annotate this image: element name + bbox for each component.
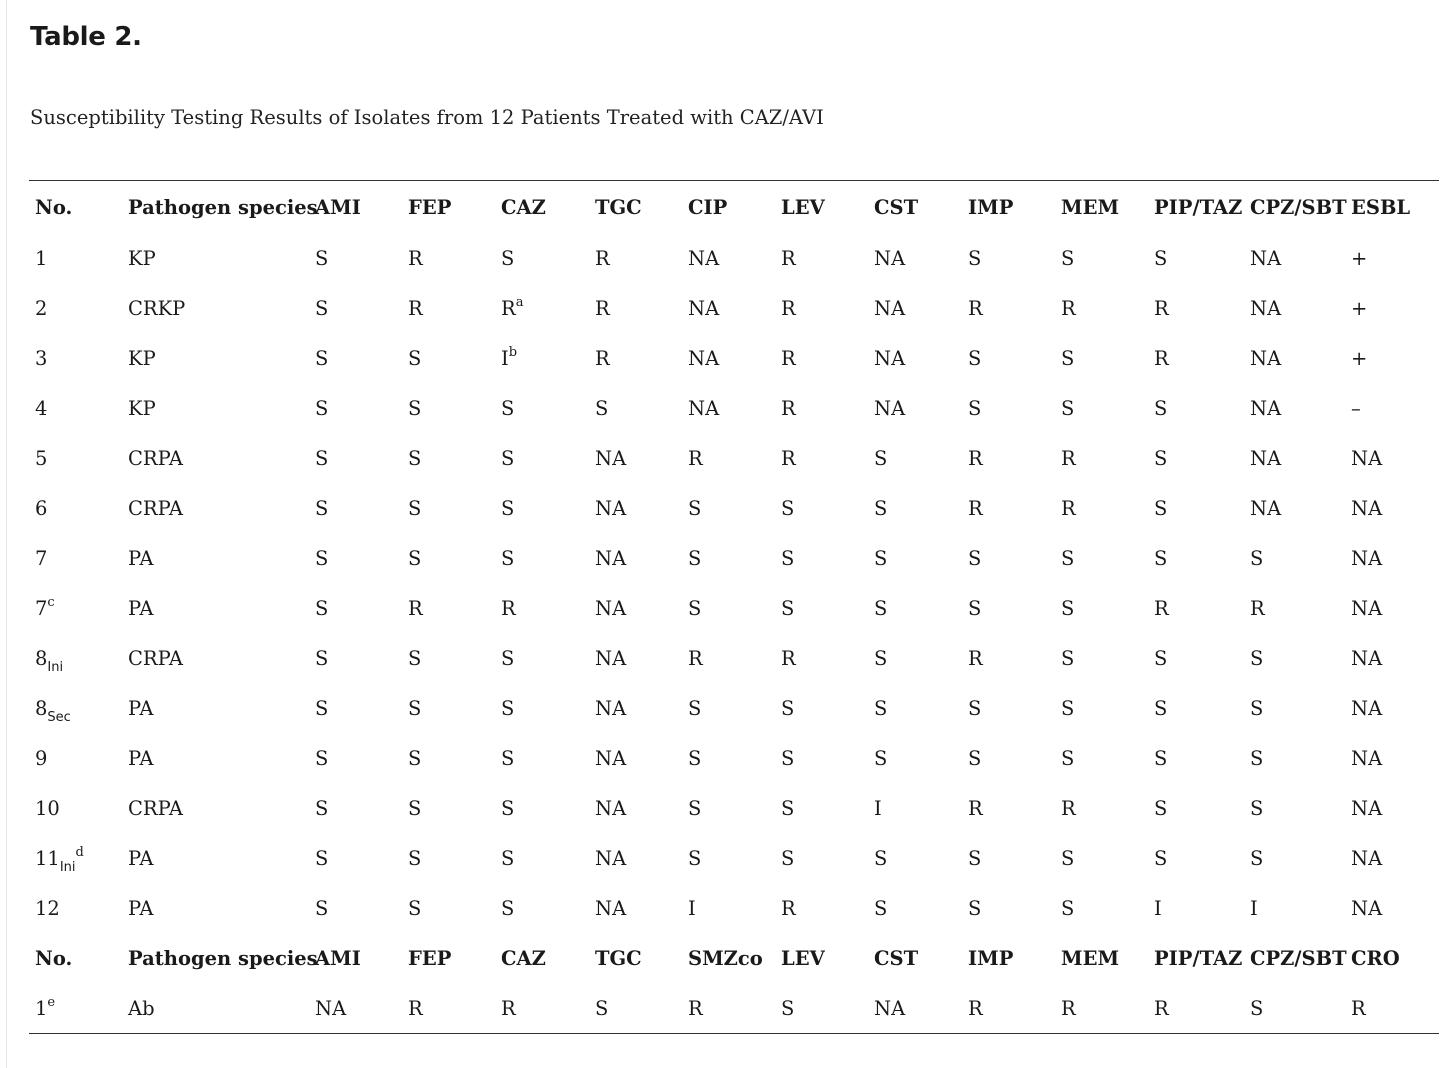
cell-cst: NA <box>874 296 906 320</box>
cell-ami: S <box>315 846 329 870</box>
column-header: PIP/TAZ <box>1154 946 1243 970</box>
cell-pip-taz: S <box>1154 796 1168 820</box>
cell-ami: S <box>315 396 329 420</box>
cell-esbl: NA <box>1351 896 1383 920</box>
cell-ami: S <box>315 896 329 920</box>
cell-pip-taz: S <box>1154 446 1168 470</box>
cell-cpz-sbt: NA <box>1250 346 1282 370</box>
caz-footnote: b <box>508 344 518 360</box>
cell-caz <box>495 833 589 883</box>
caz-footnote: a <box>515 294 524 310</box>
cell-lev: S <box>781 796 795 820</box>
cell-esbl: + <box>1351 246 1368 270</box>
row-number: 2 <box>35 296 48 320</box>
cell-species: PA <box>128 846 154 870</box>
cell-cst: S <box>874 746 888 770</box>
caz-value: S <box>501 846 515 870</box>
cell-species: CRPA <box>128 446 184 470</box>
cell-imp: R <box>968 996 983 1020</box>
cell-no <box>29 483 122 533</box>
table-row <box>29 433 1439 483</box>
table-row <box>29 733 1439 783</box>
caz-value: S <box>501 496 515 520</box>
row-number-subscript: Sec <box>47 709 71 725</box>
caz-value: R <box>501 596 516 620</box>
cell-ami: S <box>315 446 329 470</box>
row-number: 9 <box>35 746 48 770</box>
cell-fep: S <box>408 746 422 770</box>
cell-fep: S <box>408 496 422 520</box>
cell-pip-taz: R <box>1154 346 1169 370</box>
cell-cip: NA <box>688 346 720 370</box>
caz-value: S <box>501 646 515 670</box>
cell-ami: S <box>315 346 329 370</box>
cell-lev: R <box>781 396 796 420</box>
column-header: IMP <box>968 195 1014 219</box>
caz-value: S <box>501 896 515 920</box>
cell-cip: NA <box>688 396 720 420</box>
cell-ami: S <box>315 296 329 320</box>
column-header: PIP/TAZ <box>1154 195 1243 219</box>
cell-species: Ab <box>128 996 155 1020</box>
column-header: AMI <box>315 946 361 970</box>
cell-ami: S <box>315 696 329 720</box>
cell-species: PA <box>128 696 154 720</box>
cell-lev: S <box>781 546 795 570</box>
cell-cst: NA <box>874 246 906 270</box>
cell-cst: NA <box>874 996 906 1020</box>
cell-no <box>29 383 122 433</box>
cell-cpz-sbt: NA <box>1250 446 1282 470</box>
cell-species: PA <box>128 596 154 620</box>
cell-pip-taz: I <box>1154 896 1162 920</box>
cell-species: CRPA <box>128 796 184 820</box>
cell-no <box>29 683 122 733</box>
cell-caz <box>495 583 589 633</box>
cell-esbl: NA <box>1351 746 1383 770</box>
cell-fep: S <box>408 346 422 370</box>
cell-cip: S <box>688 746 702 770</box>
cell-tgc: NA <box>595 546 627 570</box>
cell-mem: S <box>1061 846 1075 870</box>
cell-mem: S <box>1061 346 1075 370</box>
column-header: CPZ/SBT <box>1250 195 1347 219</box>
cell-no <box>29 883 122 933</box>
column-header: FEP <box>408 946 452 970</box>
row-number: 3 <box>35 346 48 370</box>
cell-imp: S <box>968 696 982 720</box>
cell-imp: S <box>968 846 982 870</box>
cell-species: PA <box>128 546 154 570</box>
cell-tgc: R <box>595 346 610 370</box>
row-number: 4 <box>35 396 48 420</box>
cell-mem: S <box>1061 646 1075 670</box>
cell-cip: R <box>688 646 703 670</box>
cell-tgc: NA <box>595 496 627 520</box>
column-header: CAZ <box>501 195 546 219</box>
cell-imp: S <box>968 596 982 620</box>
cell-lev: R <box>781 446 796 470</box>
column-header: FEP <box>408 195 452 219</box>
cell-no: 1e <box>35 994 56 1020</box>
column-header: ESBL <box>1351 195 1411 219</box>
cell-ami: S <box>315 546 329 570</box>
cell-mem: S <box>1061 746 1075 770</box>
cell-cpz-sbt: S <box>1250 746 1264 770</box>
column-header: MEM <box>1061 946 1120 970</box>
cell-species: PA <box>128 896 154 920</box>
cell-lev: S <box>781 996 795 1020</box>
row-number: 7 <box>35 546 48 570</box>
column-header: Pathogen species <box>128 195 318 219</box>
row-number-subscript: Ini <box>47 659 64 675</box>
cell-mem: S <box>1061 396 1075 420</box>
caz-value: S <box>501 746 515 770</box>
cell-pip-taz: S <box>1154 696 1168 720</box>
cell-species: KP <box>128 396 156 420</box>
row-number: 5 <box>35 446 48 470</box>
cell-fep: S <box>408 396 422 420</box>
column-header: SMZco <box>688 946 763 970</box>
cell-caz <box>495 883 589 933</box>
cell-imp: R <box>968 496 983 520</box>
table-row <box>29 533 1439 583</box>
caz-value: S <box>501 446 515 470</box>
row-number: 10 <box>35 796 60 820</box>
cell-fep: S <box>408 546 422 570</box>
cell-pip-taz: S <box>1154 246 1168 270</box>
cell-species: KP <box>128 246 156 270</box>
cell-imp: R <box>968 446 983 470</box>
cell-caz <box>495 483 589 533</box>
caz-value: S <box>501 796 515 820</box>
cell-tgc: R <box>595 246 610 270</box>
caz-value: S <box>501 396 515 420</box>
cell-pip-taz: R <box>1154 296 1169 320</box>
cell-lev: R <box>781 296 796 320</box>
caz-value: R <box>501 296 516 320</box>
cell-cip: S <box>688 546 702 570</box>
cell-ami: NA <box>315 996 347 1020</box>
cell-cip: NA <box>688 296 720 320</box>
cell-ami: S <box>315 646 329 670</box>
column-header: LEV <box>781 946 825 970</box>
cell-cst: S <box>874 546 888 570</box>
cell-no <box>29 783 122 833</box>
cell-fep: S <box>408 796 422 820</box>
row-number-subscript: Ini <box>59 859 76 875</box>
table-row <box>29 833 1439 883</box>
cell-tgc: NA <box>595 446 627 470</box>
cell-lev: R <box>781 646 796 670</box>
row-number: 8 <box>35 646 48 670</box>
table-body <box>29 233 1439 1034</box>
cell-no <box>29 733 122 783</box>
cell-mem: S <box>1061 596 1075 620</box>
cell-fep: R <box>408 596 423 620</box>
row-number-footnote: d <box>75 844 84 860</box>
cell-lev: R <box>781 896 796 920</box>
cell-imp: S <box>968 246 982 270</box>
cell-esbl: + <box>1351 346 1368 370</box>
cell-lev: R <box>781 246 796 270</box>
caz-value: S <box>501 246 515 270</box>
cell-cip: S <box>688 796 702 820</box>
cell-cst: S <box>874 896 888 920</box>
column-header: CAZ <box>501 946 546 970</box>
cell-mem: S <box>1061 246 1075 270</box>
cell-fep: S <box>408 696 422 720</box>
cell-caz: R <box>501 996 516 1020</box>
cell-cip: S <box>688 596 702 620</box>
column-header: CST <box>874 946 919 970</box>
cell-cpz-sbt: NA <box>1250 496 1282 520</box>
column-header: No. <box>35 946 73 970</box>
cell-fep: S <box>408 446 422 470</box>
cell-ami: S <box>315 496 329 520</box>
cell-cpz-sbt: NA <box>1250 246 1282 270</box>
cell-cpz-sbt: S <box>1250 546 1264 570</box>
cell-cpz-sbt: S <box>1250 796 1264 820</box>
cell-cpz-sbt: S <box>1250 646 1264 670</box>
cell-cpz-sbt: NA <box>1250 296 1282 320</box>
caz-value: I <box>501 346 509 370</box>
caz-value: S <box>501 696 515 720</box>
row-number: 6 <box>35 496 48 520</box>
cell-cst: NA <box>874 346 906 370</box>
cell-caz <box>495 683 589 733</box>
cell-no <box>29 583 122 633</box>
cell-cip: NA <box>688 246 720 270</box>
cell-fep: S <box>408 846 422 870</box>
cell-tgc: NA <box>595 646 627 670</box>
cell-mem: R <box>1061 446 1076 470</box>
cell-cst: S <box>874 496 888 520</box>
cell-pip-taz: S <box>1154 846 1168 870</box>
caz-value: S <box>501 546 515 570</box>
cell-tgc: NA <box>595 596 627 620</box>
cell-mem: R <box>1061 296 1076 320</box>
cell-cip: S <box>688 496 702 520</box>
cell-cpz-sbt: S <box>1250 996 1264 1020</box>
cell-caz <box>495 783 589 833</box>
cell-imp: S <box>968 546 982 570</box>
cell-cpz-sbt: R <box>1250 596 1265 620</box>
table-row <box>29 233 1439 283</box>
table-caption: Susceptibility Testing Results of Isolates from 12 Patients Treated with CAZ/AVI <box>30 106 824 129</box>
cell-pip-taz: S <box>1154 396 1168 420</box>
susceptibility-table <box>29 180 1439 1034</box>
cell-cip: S <box>688 846 702 870</box>
column-header: AMI <box>315 195 361 219</box>
cell-esbl: – <box>1351 396 1361 420</box>
column-header: IMP <box>968 946 1014 970</box>
cell-esbl: NA <box>1351 846 1383 870</box>
table-row <box>29 683 1439 733</box>
column-header: CST <box>874 195 919 219</box>
table-row <box>29 333 1439 383</box>
cell-cpz-sbt: NA <box>1250 396 1282 420</box>
row-number: 1 <box>35 246 48 270</box>
cell-ami: S <box>315 596 329 620</box>
column-header: TGC <box>595 195 642 219</box>
cell-cpz-sbt: S <box>1250 846 1264 870</box>
table-row <box>29 633 1439 683</box>
cell-cst: S <box>874 596 888 620</box>
cell-cpz-sbt: S <box>1250 696 1264 720</box>
column-header: No. <box>35 195 73 219</box>
cell-cst: S <box>874 696 888 720</box>
cell-no <box>29 333 122 383</box>
cell-caz <box>495 733 589 783</box>
cell-mem: R <box>1061 796 1076 820</box>
cell-pip-taz: R <box>1154 996 1169 1020</box>
cell-esbl: NA <box>1351 646 1383 670</box>
cell-lev: S <box>781 596 795 620</box>
cell-fep: R <box>408 246 423 270</box>
table-row <box>29 883 1439 933</box>
cell-esbl: NA <box>1351 446 1383 470</box>
cell-tgc: R <box>595 296 610 320</box>
second-header-row <box>29 933 1439 983</box>
cell-cst: S <box>874 646 888 670</box>
cell-imp: S <box>968 396 982 420</box>
cell-pip-taz: S <box>1154 646 1168 670</box>
cell-cpz-sbt: I <box>1250 896 1258 920</box>
cell-tgc: S <box>595 996 609 1020</box>
cell-mem: R <box>1061 996 1076 1020</box>
cell-cst: S <box>874 446 888 470</box>
column-header: LEV <box>781 195 825 219</box>
left-border <box>6 0 7 1068</box>
cell-no <box>29 533 122 583</box>
cell-imp: S <box>968 346 982 370</box>
cell-imp: R <box>968 796 983 820</box>
cell-esbl: + <box>1351 296 1368 320</box>
cell-fep: R <box>408 996 423 1020</box>
cell-cip: I <box>688 896 696 920</box>
cell-cst: NA <box>874 396 906 420</box>
cell-species: PA <box>128 746 154 770</box>
cell-mem: S <box>1061 546 1075 570</box>
row-number: 12 <box>35 896 60 920</box>
column-header: CPZ/SBT <box>1250 946 1347 970</box>
cell-species: CRKP <box>128 296 186 320</box>
column-header: Pathogen species <box>128 946 318 970</box>
cell-esbl: NA <box>1351 546 1383 570</box>
cell-lev: S <box>781 696 795 720</box>
table-row <box>29 283 1439 333</box>
cell-pip-taz: S <box>1154 746 1168 770</box>
row-number: 8 <box>35 696 48 720</box>
cell-lev: S <box>781 746 795 770</box>
cell-smzco: R <box>688 996 703 1020</box>
cell-caz <box>495 433 589 483</box>
cell-tgc: NA <box>595 896 627 920</box>
cell-species: KP <box>128 346 156 370</box>
cell-species: CRPA <box>128 496 184 520</box>
cell-cst: S <box>874 846 888 870</box>
cell-no <box>29 833 122 883</box>
table-row <box>29 583 1439 633</box>
cell-mem: R <box>1061 496 1076 520</box>
cell-esbl: NA <box>1351 496 1383 520</box>
cell-esbl: NA <box>1351 696 1383 720</box>
cell-caz <box>495 533 589 583</box>
row-number: 7 <box>35 596 48 620</box>
cell-caz <box>495 333 589 383</box>
header-row <box>29 181 1439 234</box>
cell-imp: R <box>968 296 983 320</box>
column-header: CRO <box>1351 946 1400 970</box>
cell-tgc: NA <box>595 696 627 720</box>
cell-cst: I <box>874 796 882 820</box>
cell-pip-taz: S <box>1154 496 1168 520</box>
cell-no <box>29 283 122 333</box>
cell-caz <box>495 233 589 283</box>
cell-pip-taz: S <box>1154 546 1168 570</box>
cell-tgc: NA <box>595 746 627 770</box>
table-row <box>29 983 1439 1034</box>
cell-imp: S <box>968 746 982 770</box>
cell-caz <box>495 633 589 683</box>
column-header: TGC <box>595 946 642 970</box>
cell-no <box>29 433 122 483</box>
cell-lev: R <box>781 346 796 370</box>
cell-tgc: NA <box>595 796 627 820</box>
cell-fep: S <box>408 896 422 920</box>
column-header: CIP <box>688 195 728 219</box>
table-row <box>29 383 1439 433</box>
cell-fep: S <box>408 646 422 670</box>
cell-pip-taz: R <box>1154 596 1169 620</box>
table-title: Table 2. <box>30 22 142 52</box>
cell-lev: S <box>781 846 795 870</box>
cell-tgc: S <box>595 396 609 420</box>
cell-ami: S <box>315 796 329 820</box>
cell-no <box>29 233 122 283</box>
cell-caz <box>495 283 589 333</box>
cell-esbl: NA <box>1351 796 1383 820</box>
cell-cip: R <box>688 446 703 470</box>
cell-cro: R <box>1351 996 1366 1020</box>
cell-ami: S <box>315 746 329 770</box>
cell-mem: S <box>1061 696 1075 720</box>
table-row <box>29 483 1439 533</box>
cell-cip: S <box>688 696 702 720</box>
cell-species: CRPA <box>128 646 184 670</box>
column-header: MEM <box>1061 195 1120 219</box>
cell-imp: S <box>968 896 982 920</box>
cell-mem: S <box>1061 896 1075 920</box>
row-number: 11 <box>35 846 60 870</box>
cell-fep: R <box>408 296 423 320</box>
cell-tgc: NA <box>595 846 627 870</box>
table-row <box>29 783 1439 833</box>
cell-lev: S <box>781 496 795 520</box>
cell-caz <box>495 383 589 433</box>
cell-ami: S <box>315 246 329 270</box>
row-number-footnote: c <box>47 594 55 610</box>
cell-no <box>29 633 122 683</box>
cell-esbl: NA <box>1351 596 1383 620</box>
cell-imp: R <box>968 646 983 670</box>
